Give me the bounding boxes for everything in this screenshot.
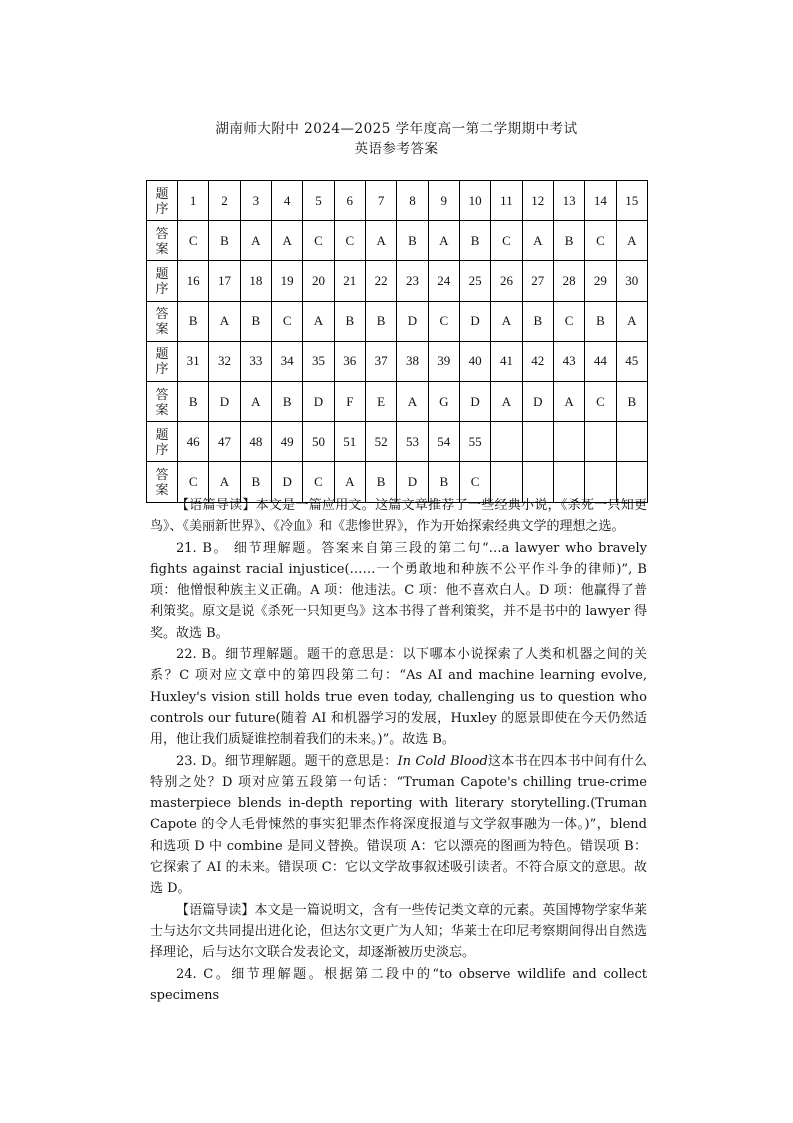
- answer-cell: B: [522, 301, 553, 341]
- answer-cell: B: [209, 221, 240, 261]
- exam-subtitle: 英语参考答案: [354, 141, 439, 157]
- question-number-cell: 17: [209, 261, 240, 301]
- answer-cell: A: [522, 221, 553, 261]
- question-number-cell: 41: [491, 341, 522, 381]
- question-number-cell: 14: [585, 181, 616, 221]
- question-number-cell: 46: [178, 422, 209, 462]
- question-number-cell: 16: [178, 261, 209, 301]
- answer-row: [147, 381, 648, 421]
- answer-cell: A: [616, 221, 647, 261]
- question-number-cell: 32: [209, 341, 240, 381]
- answer-cell: C: [585, 381, 616, 421]
- question-number-cell: 42: [522, 341, 553, 381]
- answer-cell: B: [428, 462, 459, 502]
- book-title: In Cold Blood: [397, 753, 488, 769]
- answer-label: [147, 381, 178, 421]
- answer-cell: A: [428, 221, 459, 261]
- question-label-char: 序: [155, 280, 169, 296]
- passage-intro-2: 【语篇导读】本文是一篇说明文，含有一些传记类文章的元素。英国博物学家华莱士与达尔文共同提出进化论，但达尔文更广为人知；华莱士在印尼考察期间得出自然选择理论，后与达尔文联合发表论文，却逐渐被历史淡忘。: [150, 902, 647, 961]
- answer-cell: A: [491, 381, 522, 421]
- answer-cell: F: [334, 381, 365, 421]
- question-number-cell: 10: [459, 181, 490, 221]
- question-number-cell: [522, 422, 553, 462]
- answer-cell: C: [553, 301, 584, 341]
- question-label: [147, 181, 178, 221]
- answer-cell: A: [209, 462, 240, 502]
- question-number-cell: 37: [365, 341, 396, 381]
- answer-cell: A: [491, 301, 522, 341]
- question-number-cell: 19: [271, 261, 302, 301]
- answer-cell: B: [240, 301, 271, 341]
- question-label: [147, 422, 178, 462]
- answer-cell: B: [365, 462, 396, 502]
- answer-cell: C: [491, 221, 522, 261]
- question-number-cell: 21: [334, 261, 365, 301]
- question-number-cell: 2: [209, 181, 240, 221]
- passage-intro-1: 【语篇导读】本文是一篇应用文。这篇文章推荐了一些经典小说，《杀死一只知更鸟》、《美丽新世界》、《冷血》和《悲惨世界》，作为开始探索经典文学的理想之选。: [150, 498, 647, 535]
- answer-row: [147, 221, 648, 261]
- question-label-char: 题: [155, 265, 169, 281]
- question-number-cell: 12: [522, 181, 553, 221]
- answer-cell: D: [459, 301, 490, 341]
- question-number-cell: 44: [585, 341, 616, 381]
- question-number-cell: 7: [365, 181, 396, 221]
- answer-label-char: 案: [155, 321, 169, 337]
- explanation-21: 21. B。 细节理解题。答案来自第三段的第二句“…a lawyer who bravely fights against racial injustice(……一个勇敢地和种族不公平作斗争的律师)”, B 项：他憎恨种族主义正确。A 项：他违法。C 项：他不喜欢白人。D 项：他赢得了普利策奖。原文是说《杀死一只知更鸟》这本书得了普利策奖，并不是书中的 lawyer 得奖。故选 B。: [150, 540, 647, 641]
- question-number-cell: 3: [240, 181, 271, 221]
- question-number-cell: 39: [428, 341, 459, 381]
- question-label-char: 题: [155, 426, 169, 442]
- question-number-cell: 26: [491, 261, 522, 301]
- question-number-cell: 9: [428, 181, 459, 221]
- question-label-char: 序: [155, 441, 169, 457]
- question-number-cell: 29: [585, 261, 616, 301]
- question-number-cell: [585, 422, 616, 462]
- answer-cell: B: [397, 221, 428, 261]
- question-number-cell: [616, 422, 647, 462]
- answer-cell: A: [365, 221, 396, 261]
- answer-cell: D: [397, 301, 428, 341]
- question-number-cell: 24: [428, 261, 459, 301]
- exam-title: 湖南师大附中 2024—2025 学年度高一第二学期期中考试: [215, 121, 578, 137]
- question-number-cell: 55: [459, 422, 490, 462]
- question-number-cell: 15: [616, 181, 647, 221]
- question-number-cell: 40: [459, 341, 490, 381]
- answer-label-char: 案: [155, 481, 169, 497]
- answer-cell: B: [240, 462, 271, 502]
- answer-label: [147, 301, 178, 341]
- question-number-cell: 38: [397, 341, 428, 381]
- answer-cell: C: [303, 462, 334, 502]
- question-number-row: [147, 422, 648, 462]
- question-number-cell: 50: [303, 422, 334, 462]
- answer-label-char: 答: [155, 306, 169, 322]
- question-number-cell: 48: [240, 422, 271, 462]
- answer-explanations: [150, 495, 647, 1006]
- answer-cell: C: [178, 462, 209, 502]
- question-number-cell: 47: [209, 422, 240, 462]
- answer-cell: B: [616, 381, 647, 421]
- question-number-cell: 25: [459, 261, 490, 301]
- question-label-char: 题: [155, 346, 169, 362]
- answer-cell: B: [178, 301, 209, 341]
- answer-cell: C: [178, 221, 209, 261]
- answer-cell: B: [553, 221, 584, 261]
- question-number-cell: 52: [365, 422, 396, 462]
- question-number-cell: [491, 422, 522, 462]
- answer-row: [147, 301, 648, 341]
- answer-cell: G: [428, 381, 459, 421]
- page-title: [0, 119, 793, 159]
- explanation-23: [150, 751, 647, 900]
- answer-cell: B: [271, 381, 302, 421]
- answer-cell: A: [303, 301, 334, 341]
- answer-cell: A: [334, 462, 365, 502]
- question-number-cell: 54: [428, 422, 459, 462]
- question-number-cell: 30: [616, 261, 647, 301]
- answer-label-char: 案: [155, 401, 169, 417]
- answer-cell: A: [616, 301, 647, 341]
- answer-label-char: 答: [155, 466, 169, 482]
- answer-cell: A: [397, 381, 428, 421]
- answer-cell: C: [334, 221, 365, 261]
- explanation-23-lead: 23. D。细节理解题。题干的意思是：: [176, 753, 398, 769]
- answer-label: [147, 221, 178, 261]
- question-number-cell: 35: [303, 341, 334, 381]
- answer-cell: D: [459, 381, 490, 421]
- question-number-cell: 28: [553, 261, 584, 301]
- answer-cell: D: [303, 381, 334, 421]
- question-number-cell: 36: [334, 341, 365, 381]
- answer-cell: D: [397, 462, 428, 502]
- answer-cell: E: [365, 381, 396, 421]
- question-number-cell: 1: [178, 181, 209, 221]
- answer-cell: A: [240, 221, 271, 261]
- question-number-cell: 5: [303, 181, 334, 221]
- question-number-cell: 53: [397, 422, 428, 462]
- answer-cell: A: [553, 381, 584, 421]
- question-number-cell: 4: [271, 181, 302, 221]
- question-number-cell: 23: [397, 261, 428, 301]
- question-label: [147, 341, 178, 381]
- answer-cell: C: [428, 301, 459, 341]
- question-number-cell: 43: [553, 341, 584, 381]
- question-number-cell: 27: [522, 261, 553, 301]
- question-number-cell: 22: [365, 261, 396, 301]
- answer-cell: C: [585, 221, 616, 261]
- explanation-24: 24. C。细节理解题。根据第二段中的“to observe wildlife and collect specimens: [150, 966, 647, 1003]
- answer-cell: B: [334, 301, 365, 341]
- answer-label-char: 答: [155, 225, 169, 241]
- question-number-cell: 34: [271, 341, 302, 381]
- question-number-row: [147, 181, 648, 221]
- answer-cell: B: [365, 301, 396, 341]
- question-number-row: [147, 261, 648, 301]
- question-number-cell: 13: [553, 181, 584, 221]
- answer-cell: A: [240, 381, 271, 421]
- explanation-22: 22. B。细节理解题。题干的意思是：以下哪本小说探索了人类和机器之间的关系？C 项对应文章中的第四段第二句：“As AI and machine learning evolve, Huxley's vision still holds true even today, challenging us to question who controls our future(随着 AI 和机器学习的发展，Huxley 的愿景即使在今天仍然适用，他让我们质疑谁控制着我们的未来。)”。故选 B。: [150, 647, 647, 748]
- answer-cell: A: [271, 221, 302, 261]
- answer-cell: A: [209, 301, 240, 341]
- answer-label-char: 答: [155, 386, 169, 402]
- answer-cell: B: [585, 301, 616, 341]
- question-label: [147, 261, 178, 301]
- answer-cell: C: [271, 301, 302, 341]
- answer-cell: D: [271, 462, 302, 502]
- question-number-cell: 49: [271, 422, 302, 462]
- answer-cell: B: [459, 221, 490, 261]
- answer-cell: D: [522, 381, 553, 421]
- question-number-cell: 31: [178, 341, 209, 381]
- question-number-cell: [553, 422, 584, 462]
- question-number-cell: 20: [303, 261, 334, 301]
- question-label-char: 序: [155, 200, 169, 216]
- answer-cell: D: [209, 381, 240, 421]
- question-number-cell: 18: [240, 261, 271, 301]
- question-number-cell: 33: [240, 341, 271, 381]
- answer-table: [146, 180, 648, 503]
- question-number-row: [147, 341, 648, 381]
- question-number-cell: 51: [334, 422, 365, 462]
- answer-cell: C: [303, 221, 334, 261]
- question-number-cell: 8: [397, 181, 428, 221]
- answer-cell: C: [459, 462, 490, 502]
- question-number-cell: 45: [616, 341, 647, 381]
- explanation-23-rest: 这本书在四本书中间有什么特别之处？D 项对应第五段第一句话：“Truman Capote's chilling true-crime masterpiece blends in-depth reporting with literary storytelling.(Truman Capote 的令人毛骨悚然的事实犯罪杰作将深度报道与文学叙事融为一体。)”，blend 和选项 D 中 combine 是同义替换。错误项 A：它以漂亮的图画为特色。错误项 B：它探索了 AI 的未来。错误项 C：它以文学故事叙述吸引读者。不符合原文的意思。故选 D。: [150, 753, 647, 897]
- question-label-char: 序: [155, 361, 169, 377]
- question-number-cell: 11: [491, 181, 522, 221]
- answer-cell: B: [178, 381, 209, 421]
- question-number-cell: 6: [334, 181, 365, 221]
- question-label-char: 题: [155, 185, 169, 201]
- answer-label-char: 案: [155, 240, 169, 256]
